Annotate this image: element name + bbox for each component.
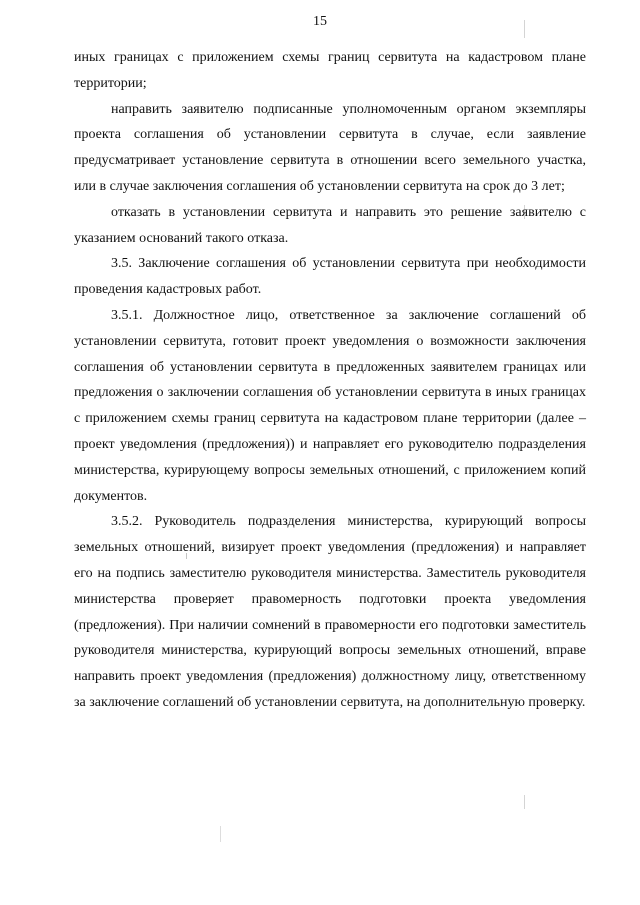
section-3-5-1: 3.5.1. Должностное лицо, ответственное за заключение соглашений об установлении сервитута, готовит проект уведомления о возможности заключения соглашения об установлении сервитута в предложенных заявителем границах или предложения о заключении соглашения об установлении сервитута в иных границах с приложением схемы границ сервитута на кадастровом плане территории (далее – проект уведомления (предложения)) и направляет его руководителю подразделения министерства, курирующему вопросы земельных отношений, с приложением копий документов. — [74, 307, 586, 504]
paragraph-schema-continuation: иных границах с приложением схемы границ сервитута на кадастровом плане территории; — [74, 50, 586, 91]
section-3-5: 3.5. Заключение соглашения об установлении сервитута при необходимости проведения кадастровых работ. — [74, 256, 586, 298]
document-body — [74, 45, 586, 716]
section-3-5-2: 3.5.2. Руководитель подразделения министерства, курирующий вопросы земельных отношений, визирует проект уведомления (предложения) и направляет его на подпись заместителю руководителя министерства. Заместитель руководителя министерства проверяет правомерность подготовки проекта уведомления (предложения). При наличии сомнений в правомерности его подготовки заместитель руководителя министерства, курирующий вопросы земельных отношений, вправе направить проект уведомления (предложения) должностному лицу, ответственному за заключение соглашений об установлении сервитута, на дополнительную проверку. — [74, 514, 586, 710]
scan-speck — [524, 205, 525, 219]
paragraph-refuse: отказать в установлении сервитута и направить это решение заявителю с указанием оснований такого отказа. — [74, 204, 586, 246]
scan-speck — [524, 20, 525, 38]
paragraph-send-applicant: направить заявителю подписанные уполномоченным органом экземпляры проекта соглашения об установлении сервитута в случае, если заявление предусматривает установление сервитута в отношении всего земельного участка, или в случае заключения соглашения об установлении сервитута на срок до 3 лет; — [74, 101, 586, 194]
scan-speck — [186, 553, 187, 559]
scan-speck — [220, 826, 221, 842]
page-number: 15 — [313, 14, 327, 29]
scan-speck — [524, 795, 525, 809]
